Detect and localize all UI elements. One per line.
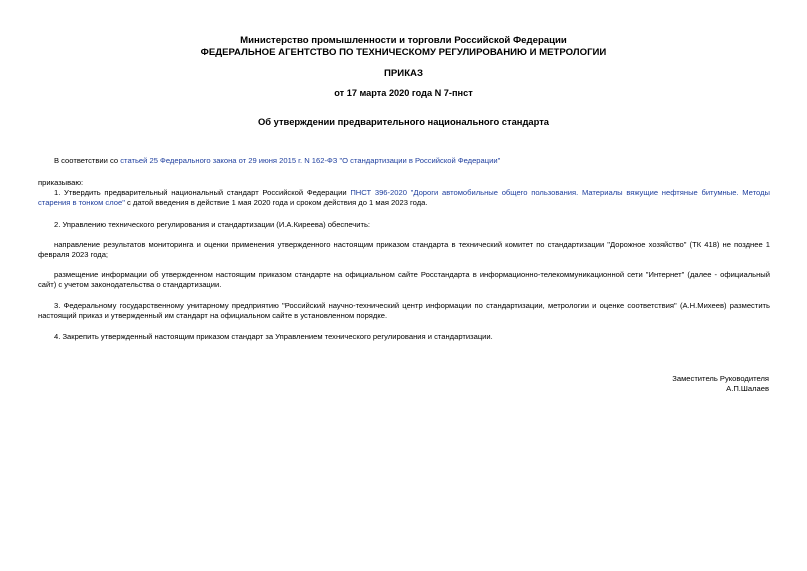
intro-text: В соответствии со	[54, 156, 121, 165]
standard-link[interactable]: ПНСТ 396-2020 "Дороги автомобильные общего пользования. Материалы вяжущие нефтяные битумные. Методы старения в тонком слое"	[38, 188, 770, 207]
document-type: ПРИКАЗ	[384, 68, 423, 79]
item-2a-paragraph: направление результатов мониторинга и оценки применения утвержденного настоящим приказом стандарта в технический комитет по стандартизации "Дорожное хозяйство" (ТК 418) не позднее 1 февраля 2023 года;	[38, 240, 770, 259]
item-3-paragraph: 3. Федеральному государственному унитарному предприятию "Российский научно-технический центр информации по стандартизации, метрологии и оценке соответствия" (А.Н.Михеев) разместить настоящий приказ и утвержденный им стандарт на официальном сайте в установленном порядке.	[38, 301, 770, 320]
item-1-suffix: с датой введения в действие 1 мая 2020 года и сроком действия до 1 мая 2023 года.	[124, 198, 428, 207]
order-word: приказываю:	[38, 178, 84, 187]
item-2b-paragraph: размещение информации об утвержденном настоящим приказом стандарте на официальном сайте Росстандарта в информационно-телекоммуникационной сети "Интернет" (далее - официальный сайт) с учетом законодательства о стандартизации.	[38, 270, 770, 289]
item-1-paragraph	[38, 188, 770, 208]
intro-paragraph	[54, 156, 774, 166]
document-date-number: от 17 марта 2020 года N 7-пнст	[334, 88, 473, 98]
item-1-text: 1. Утвердить предварительный национальный стандарт Российской Федерации	[54, 188, 351, 197]
signature-position: Заместитель Руководителя	[672, 374, 769, 383]
item-2-paragraph: 2. Управлению технического регулирования и стандартизации (И.А.Киреева) обеспечить:	[54, 220, 371, 229]
ministry-heading: Министерство промышленности и торговли Российской Федерации	[240, 35, 567, 46]
item-4-paragraph: 4. Закрепить утвержденный настоящим приказом стандарт за Управлением технического регулирования и стандартизации.	[54, 332, 493, 341]
federal-law-link[interactable]: статьей 25 Федерального закона от 29 июня 2015 г. N 162-ФЗ "О стандартизации в Российской Федерации"	[120, 156, 501, 165]
document-title: Об утверждении предварительного национального стандарта	[257, 116, 550, 127]
agency-heading: ФЕДЕРАЛЬНОЕ АГЕНТСТВО ПО ТЕХНИЧЕСКОМУ РЕГУЛИРОВАНИЮ И МЕТРОЛОГИИ	[200, 47, 607, 58]
signature-name: А.П.Шалаев	[726, 384, 769, 393]
